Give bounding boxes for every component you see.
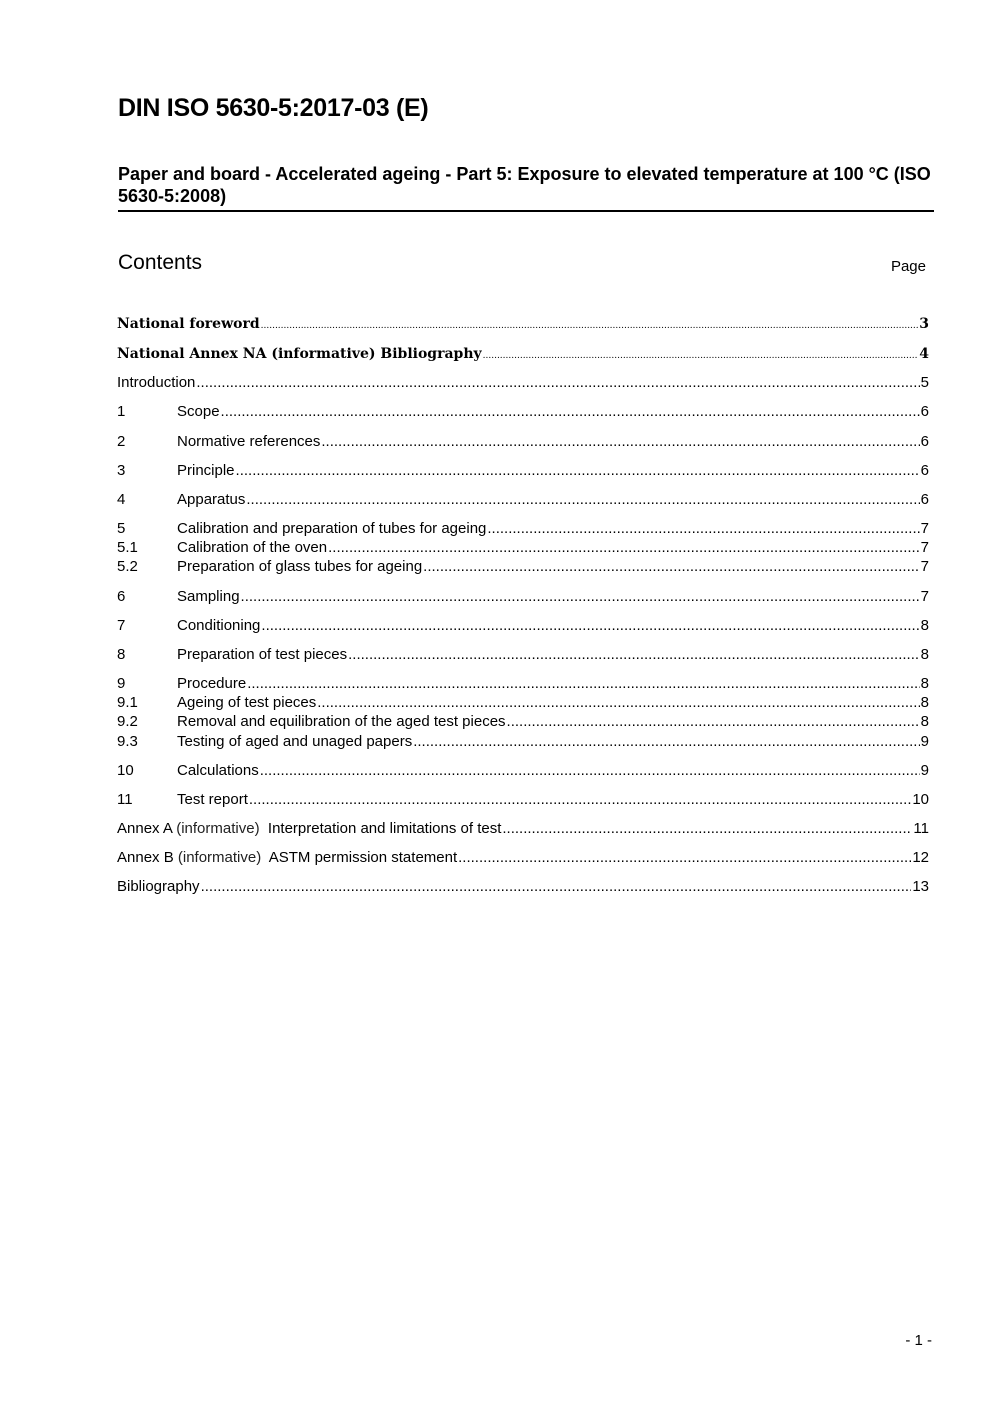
toc-entry-bibliography[interactable] — [117, 877, 929, 897]
toc-entry-title — [117, 848, 457, 868]
toc-entry-page: 8 — [920, 617, 929, 634]
toc-entry-title — [117, 819, 501, 839]
toc-leader-dots — [201, 877, 912, 897]
toc-entry-title: Normative references — [177, 433, 321, 450]
annex-informative-note: (informative) — [177, 849, 262, 866]
toc-entry-number: 5.1 — [117, 539, 138, 556]
toc-leader-dots — [196, 373, 919, 393]
toc-entry-scope[interactable] — [117, 402, 929, 422]
contents-heading: Contents — [118, 251, 203, 274]
toc-leader-dots — [348, 645, 920, 665]
toc-leader-dots — [261, 316, 919, 336]
toc-entry-introduction[interactable] — [117, 373, 929, 393]
toc-entry-page: 6 — [920, 403, 929, 420]
toc-entry-national-annex[interactable] — [117, 344, 929, 364]
toc-entry-page: 10 — [912, 791, 929, 808]
toc-entry-number: 3 — [117, 462, 126, 479]
toc-entry-title: Test report — [177, 791, 248, 808]
toc-entry-test-report[interactable] — [117, 790, 929, 810]
toc-entry-glass-tubes[interactable] — [117, 557, 929, 577]
toc-entry-page: 5 — [920, 374, 929, 391]
toc-entry-number: 9.1 — [117, 694, 138, 711]
toc-entry-page: 8 — [920, 646, 929, 663]
toc-leader-dots — [413, 732, 919, 752]
annex-title: ASTM permission statement — [261, 849, 458, 866]
toc-entry-number: 4 — [117, 491, 126, 508]
toc-entry-title: Testing of aged and unaged papers — [177, 733, 413, 750]
toc-leader-dots — [247, 674, 919, 694]
toc-entry-title: Preparation of glass tubes for ageing — [177, 558, 423, 575]
toc-entry-page: 4 — [919, 346, 929, 362]
toc-entry-page: 8 — [920, 694, 929, 711]
toc-entry-title: Principle — [177, 462, 235, 479]
toc-entry-page: 6 — [920, 491, 929, 508]
toc-entry-calculations[interactable] — [117, 761, 929, 781]
toc-leader-dots — [317, 693, 919, 713]
document-title: DIN ISO 5630-5:2017-03 (E) — [118, 94, 429, 122]
annex-label: Annex A — [117, 820, 177, 837]
toc-entry-title: Calibration of the oven — [177, 539, 328, 556]
toc-entry-page: 6 — [920, 433, 929, 450]
toc-entry-number: 6 — [117, 588, 126, 605]
toc-leader-dots — [246, 490, 919, 510]
toc-leader-dots — [458, 848, 911, 868]
toc-leader-dots — [507, 712, 920, 732]
toc-entry-sampling[interactable] — [117, 587, 929, 607]
toc-leader-dots — [423, 557, 920, 577]
toc-entry-principle[interactable] — [117, 461, 929, 481]
toc-leader-dots — [241, 587, 920, 607]
toc-entry-title: National foreword — [117, 316, 260, 332]
toc-entry-calibration-oven[interactable] — [117, 538, 929, 558]
toc-entry-number: 10 — [117, 762, 134, 779]
toc-entry-title: Conditioning — [177, 617, 261, 634]
toc-entry-ageing-test-pieces[interactable] — [117, 693, 929, 713]
toc-entry-number: 9 — [117, 675, 126, 692]
annex-label: Annex B — [117, 849, 178, 866]
toc-entry-number: 9.3 — [117, 733, 138, 750]
footer-page-number: - 1 - — [905, 1332, 932, 1349]
toc-entry-title: Ageing of test pieces — [177, 694, 317, 711]
page-column-label: Page — [890, 258, 926, 275]
toc-entry-title: Calculations — [177, 762, 259, 779]
toc-entry-annex-b[interactable] — [117, 848, 929, 868]
toc-entry-national-foreword[interactable] — [117, 314, 929, 334]
toc-entry-page: 13 — [912, 878, 929, 895]
toc-entry-title: Procedure — [177, 675, 247, 692]
toc-entry-page: 12 — [912, 849, 929, 866]
toc-entry-page: 7 — [920, 520, 929, 537]
toc-entry-title: Calibration and preparation of tubes for ageing — [177, 520, 487, 537]
toc-entry-page: 8 — [920, 713, 929, 730]
toc-entry-page: 9 — [920, 762, 929, 779]
toc-entry-normative-references[interactable] — [117, 432, 929, 452]
toc-entry-number: 9.2 — [117, 713, 138, 730]
toc-entry-number: 8 — [117, 646, 126, 663]
toc-entry-title: Sampling — [177, 588, 240, 605]
toc-entry-title: Scope — [177, 403, 220, 420]
toc-entry-calibration-preparation[interactable] — [117, 519, 929, 539]
toc-entry-number: 7 — [117, 617, 126, 634]
toc-entry-page: 8 — [920, 675, 929, 692]
toc-entry-number: 5 — [117, 520, 126, 537]
toc-leader-dots — [487, 519, 919, 539]
toc-entry-page: 11 — [913, 820, 929, 837]
toc-entry-title: Introduction — [117, 374, 196, 391]
toc-entry-page: 9 — [920, 733, 929, 750]
toc-entry-title: Apparatus — [177, 491, 246, 508]
toc-entry-number: 11 — [117, 791, 133, 808]
toc-entry-testing-papers[interactable] — [117, 732, 929, 752]
toc-entry-page: 7 — [920, 588, 929, 605]
toc-leader-dots — [236, 461, 920, 481]
toc-entry-apparatus[interactable] — [117, 490, 929, 510]
toc-entry-page: 6 — [920, 462, 929, 479]
toc-entry-title: Removal and equilibration of the aged test pieces — [177, 713, 506, 730]
toc-entry-page: 7 — [920, 539, 929, 556]
toc-entry-preparation-test-pieces[interactable] — [117, 645, 929, 665]
toc-leader-dots — [249, 790, 911, 810]
toc-leader-dots — [261, 616, 919, 636]
toc-entry-title: Bibliography — [117, 878, 200, 895]
toc-entry-removal-equilibration[interactable] — [117, 712, 929, 732]
toc-leader-dots — [321, 432, 919, 452]
toc-leader-dots — [260, 761, 920, 781]
toc-entry-annex-a[interactable] — [117, 819, 929, 839]
toc-leader-dots — [483, 346, 919, 366]
toc-entry-procedure[interactable] — [117, 674, 929, 694]
toc-entry-page: 7 — [920, 558, 929, 575]
toc-entry-title: Preparation of test pieces — [177, 646, 348, 663]
toc-leader-dots — [502, 819, 912, 839]
toc-entry-number: 1 — [117, 403, 126, 420]
annex-title: Interpretation and limitations of test — [259, 820, 502, 837]
toc-entry-page: 3 — [919, 316, 929, 332]
toc-leader-dots — [221, 402, 920, 422]
toc-entry-number: 2 — [117, 433, 126, 450]
toc-entry-title: National Annex NA (informative) Bibliography — [117, 346, 482, 362]
toc-entry-conditioning[interactable] — [117, 616, 929, 636]
toc-entry-number: 5.2 — [117, 558, 138, 575]
document-subtitle: Paper and board - Accelerated ageing - Part 5: Exposure to elevated temperature at 100 °C (ISO 5630-5:2008) — [118, 164, 931, 206]
annex-informative-note: (informative) — [176, 820, 260, 837]
toc-leader-dots — [328, 538, 920, 558]
